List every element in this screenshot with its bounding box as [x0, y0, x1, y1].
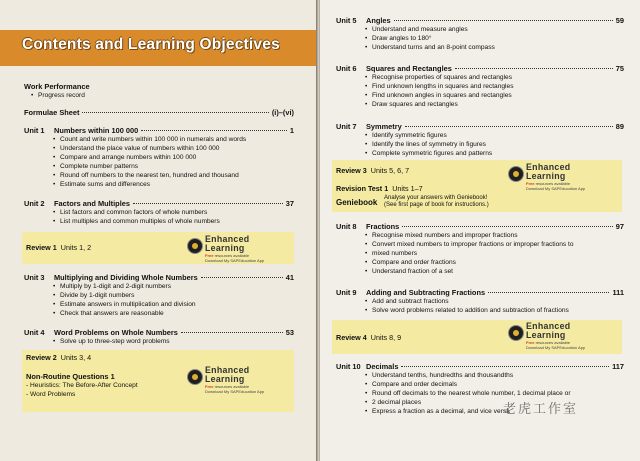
enhanced-learning-badge-4: Enhanced Learning Free resources available Download My SAPEducation App: [506, 322, 598, 352]
geniebook-logo: Geniebook: [336, 198, 378, 207]
work-performance-heading: Work Performance: [24, 82, 90, 91]
unit-1: Unit 1 Numbers within 100 000 1 • Count and write numbers within 100 000 in numerals and words • Understand the place value of numbers within 100 000 • Compare and arrange numbers within 100 000 • Complete number patterns • Round off numbers to the nearest ten, hundred and thousand • Estimate sums and differences: [24, 126, 294, 189]
unit-7: Unit 7 Symmetry 89 • Identify symmetric figures • Identify the lines of symmetry in figures • Complete symmetric figures and patterns: [336, 122, 624, 158]
review-2: Review 2 Units 3, 4: [26, 353, 92, 362]
enhanced-learning-badge-2: Enhanced Learning Free resources available Download My SAPEducation App: [185, 366, 277, 396]
sap-logo-icon: [508, 166, 524, 182]
enhanced-learning-badge: Enhanced Learning Free resources available Download My SAPEducation App: [185, 235, 277, 265]
revision-test-1: Revision Test 1 Units 1–7: [336, 184, 423, 193]
right-page: [320, 0, 640, 461]
formulae-sheet: Formulae Sheet (i)–(vi): [24, 108, 294, 117]
sap-logo-icon: [187, 238, 203, 254]
page-title: Contents and Learning Objectives: [22, 36, 280, 53]
review-1: Review 1 Units 1, 2: [26, 243, 92, 252]
unit-10: Unit 10 Decimals 117 • Understand tenths, hundredths and thousandths • Compare and order decimals • Round off decimals to the nearest whole number, 1 decimal place or • 2 decimal places • Express a fraction as a decimal, and vice versa: [336, 362, 624, 416]
enhanced-learning-badge-3: Enhanced Learning Free resources available Download My SAPEducation App: [506, 163, 598, 193]
review-3: Review 3 Units 5, 6, 7: [336, 166, 410, 175]
sap-logo-icon: [187, 369, 203, 385]
review-4: Review 4 Units 8, 9: [336, 333, 402, 342]
non-routine-questions: Non-Routine Questions 1 - Heuristics: The Before-After Concept - Word Problems: [26, 372, 138, 399]
unit-5: Unit 5 Angles 59 • Understand and measure angles • Draw angles to 180° • Understand turns and an 8-point compass: [336, 16, 624, 52]
unit-2: Unit 2 Factors and Multiples 37 • List factors and common factors of whole numbers • List multiples and common multiples of whole numbers: [24, 199, 294, 226]
watermark: 老虎工作室: [502, 402, 578, 417]
left-page: [0, 0, 318, 461]
unit-8: Unit 8 Fractions 97 • Recognise mixed numbers and improper fractions • Convert mixed numbers to improper fractions or improper fractions to • mixed numbers • Compare and order fractions • Understand fraction of a set: [336, 222, 624, 276]
unit-3: Unit 3 Multiplying and Dividing Whole Numbers 41 • Multiply by 1-digit and 2-digit numbers • Divide by 1-digit numbers • Estimate answers in multiplication and division • Check that answers are reasonable: [24, 273, 294, 318]
work-performance: Work Performance • Progress record: [24, 82, 90, 100]
unit-9: Unit 9 Adding and Subtracting Fractions 111 • Add and subtract fractions • Solve word problems related to addition and subtraction of fractions: [336, 288, 624, 315]
geniebook-note: Analyse your answers with Geniebook! (See first page of book for instructions.): [384, 195, 489, 208]
unit-4: Unit 4 Word Problems on Whole Numbers 53 • Solve up to three-step word problems: [24, 328, 294, 346]
unit-6: Unit 6 Squares and Rectangles 75 • Recognise properties of squares and rectangles • Find unknown lengths in squares and rectangles • Find unknown angles in squares and rectangles • Draw squares and rectangles: [336, 64, 624, 109]
sap-logo-icon: [508, 325, 524, 341]
